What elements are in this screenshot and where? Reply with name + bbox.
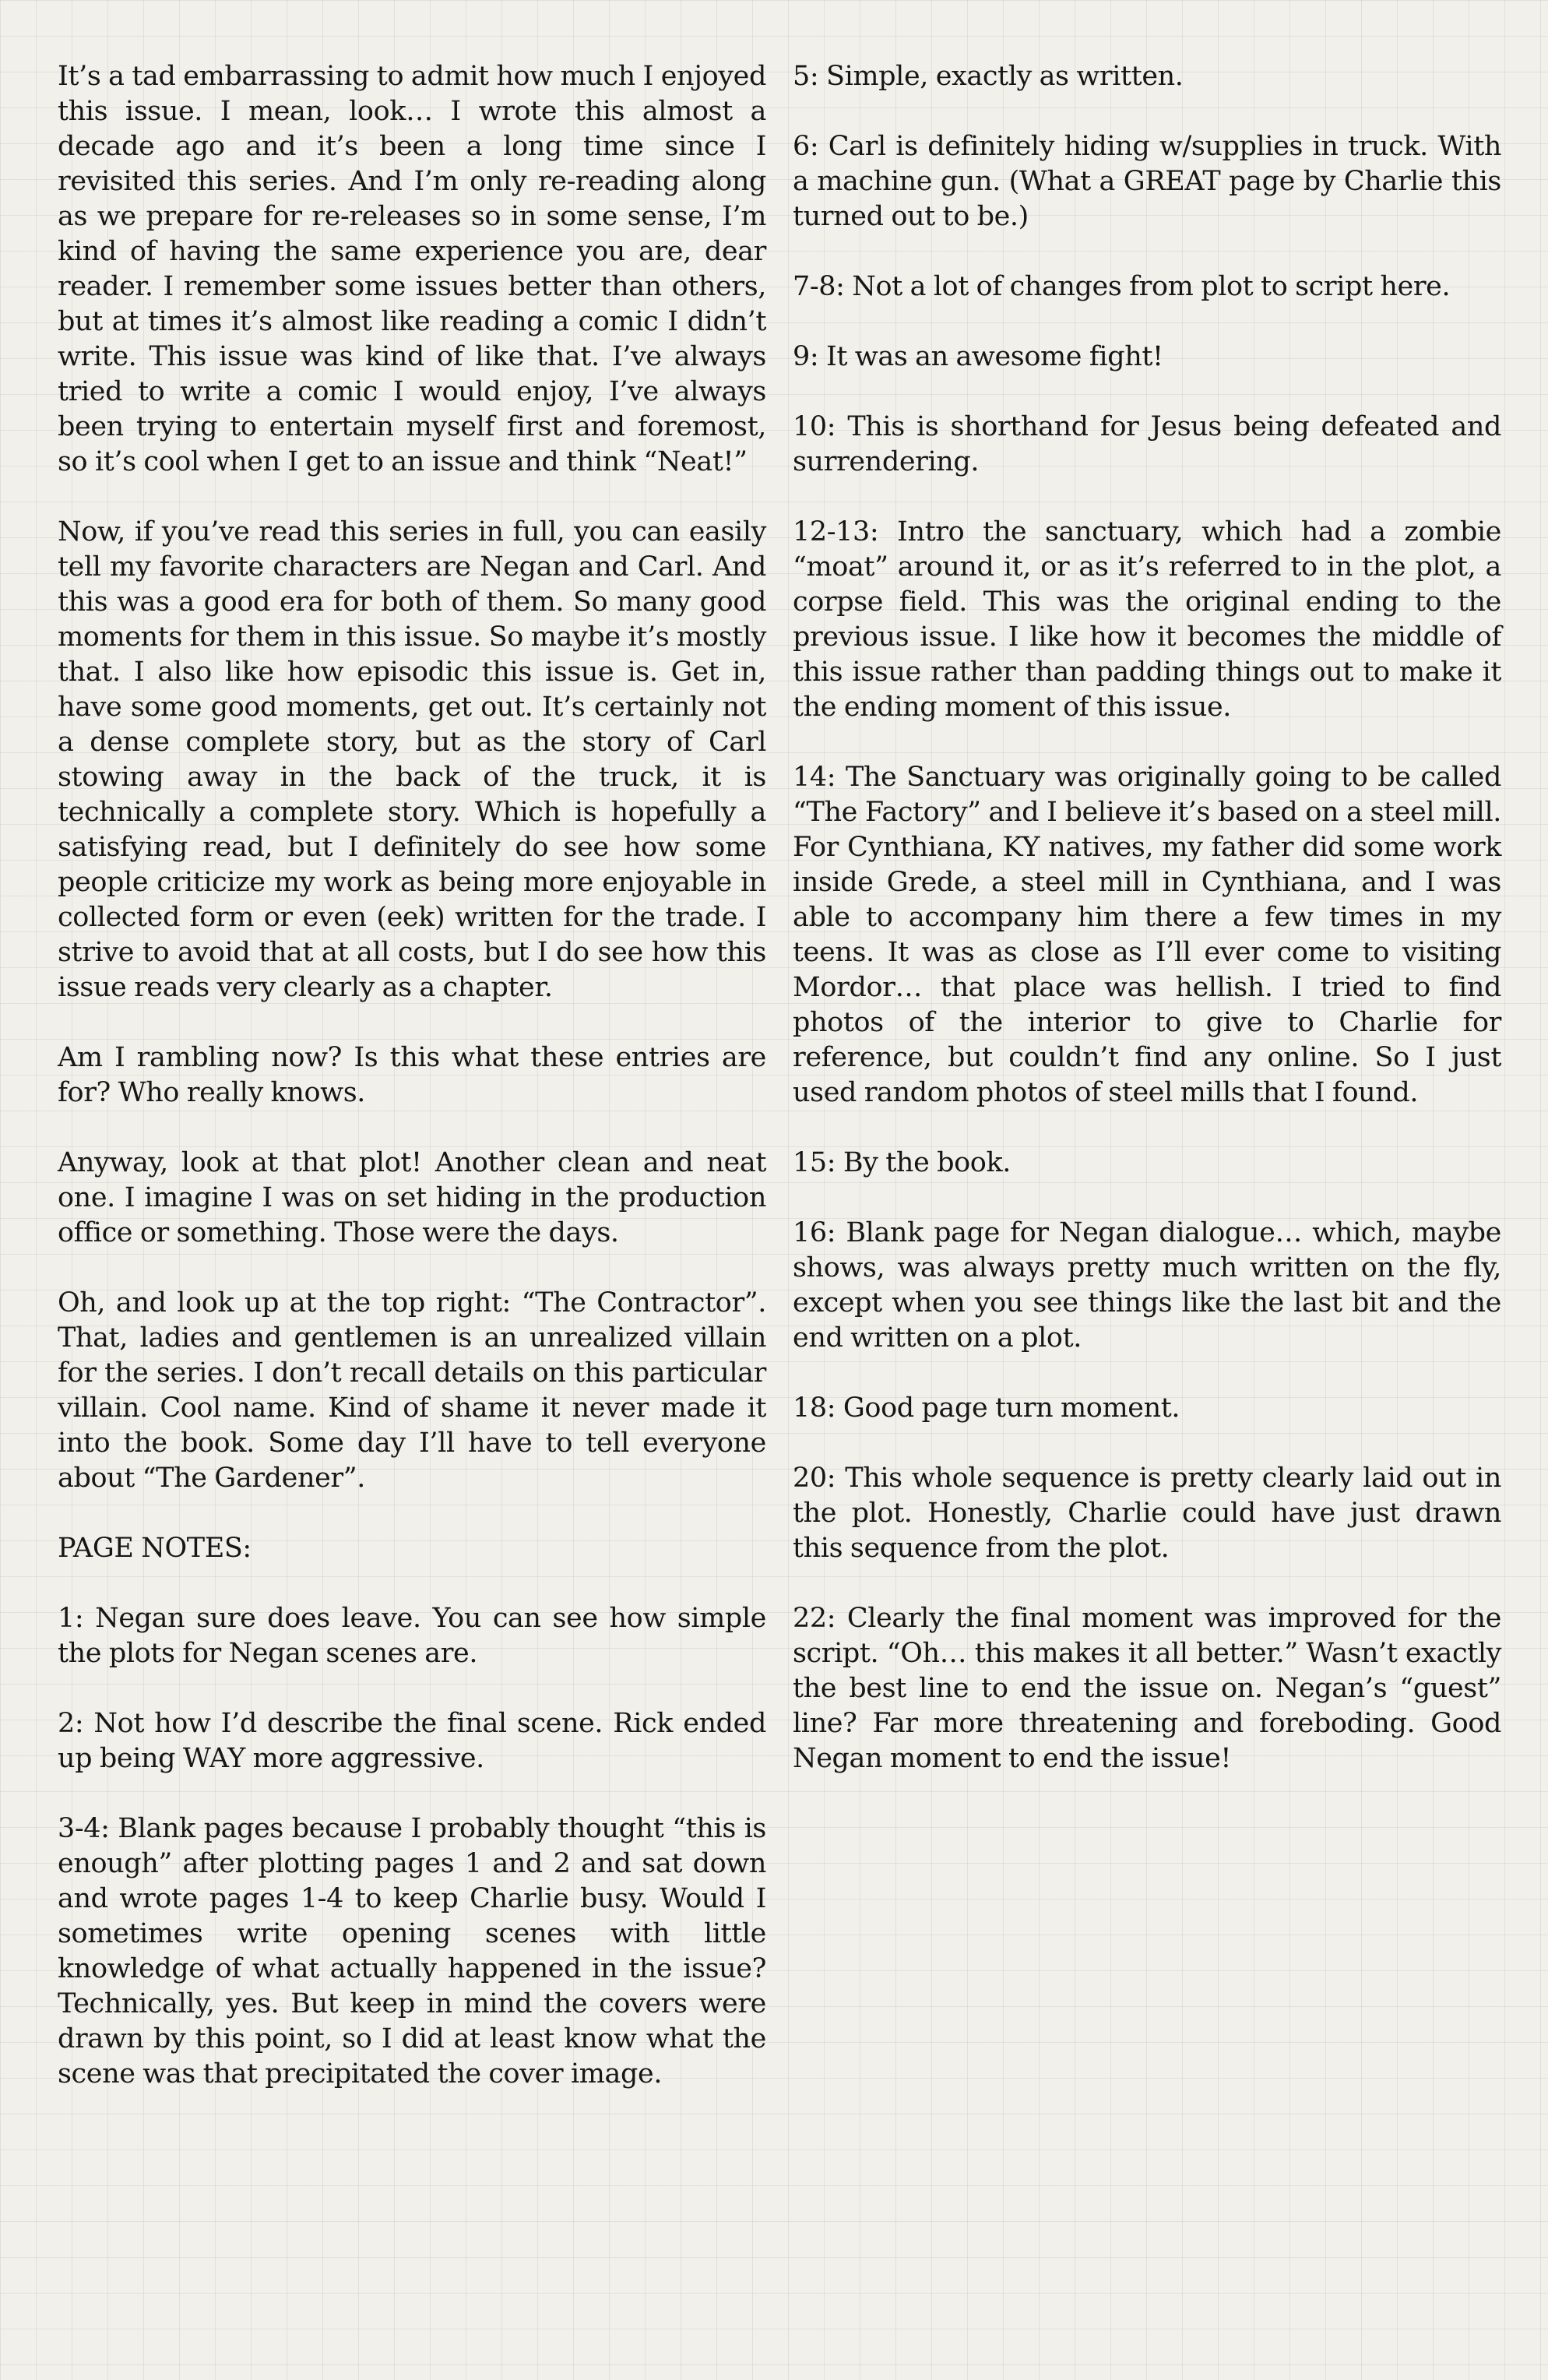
page-note-6: 6: Carl is definitely hiding w/supplies in truck. With a machine gun. (What a GREAT page by Charlie this turned out to be.) [793, 131, 1501, 232]
page-note-22: 22: Clearly the final moment was improved for the script. “Oh… this makes it all better.” Wasn’t exactly the best line to end the issue on. Negan’s “guest” line? Far more threatening and foreboding. Good Negan moment to end the issue! [793, 1603, 1501, 1774]
favorite-characters-paragraph: Now, if you’ve read this series in full, you can easily tell my favorite characters are Negan and Carl. And this was a good era for both of them. So many good moments for them in this issue. So maybe it’s mostly that. I also like how episodic this issue is. Get in, have some good moments, get out. It’s certainly not a dense complete story, but as the story of Carl stowing away in the back of the truck, it is technically a complete story. Which is hopefully a satisfying read, but I definitely do see how some people criticize my work as being more enjoyable in collected form or even (eek) written for the trade. I strive to avoid that at all costs, but I do see how this issue reads very clearly as a chapter. [58, 516, 766, 1003]
page-note-14: 14: The Sanctuary was originally going to be called “The Factory” and I believe it’s based on a steel mill. For Cynthiana, KY natives, my father did some work inside Grede, a steel mill in Cynthiana, and I was able to accompany him there a few times in my teens. It was as close as I’ll ever come to visiting Mordor… that place was hellish. I tried to find photos of the interior to give to Charlie for reference, but couldn’t find any online. So I just used random photos of steel mills that I found. [793, 762, 1501, 1108]
page-note-1: 1: Negan sure does leave. You can see how simple the plots for Negan scenes are. [58, 1603, 766, 1669]
right-column [793, 59, 1501, 1811]
contractor-paragraph: Oh, and look up at the top right: “The Contractor”. That, ladies and gentlemen is an unrealized villain for the series. I don’t recall details on this particular villain. Cool name. Kind of shame it never made it into the book. Some day I’ll have to tell everyone about “The Gardener”. [58, 1287, 766, 1494]
page-note-20: 20: This whole sequence is pretty clearly laid out in the plot. Honestly, Charlie could have just drawn this sequence from the plot. [793, 1463, 1501, 1564]
page-note-5: 5: Simple, exactly as written. [793, 61, 1184, 92]
plot-paragraph: Anyway, look at that plot! Another clean and neat one. I imagine I was on set hiding in the production office or something. Those were the days. [58, 1147, 766, 1248]
page-note-2: 2: Not how I’d describe the final scene. Rick ended up being WAY more aggressive. [58, 1708, 766, 1774]
page-note-9: 9: It was an awesome fight! [793, 341, 1163, 372]
page-note-16: 16: Blank page for Negan dialogue… which, maybe shows, was always pretty much written on the fly, except when you see things like the last bit and the end written on a plot. [793, 1217, 1501, 1354]
page-note-18: 18: Good page turn moment. [793, 1392, 1180, 1424]
intro-paragraph: It’s a tad embarrassing to admit how much I enjoyed this issue. I mean, look… I wrote this almost a decade ago and it’s been a long time since I revisited this series. And I’m only re-reading along as we prepare for re-releases so in some sense, I’m kind of having the same experience you are, dear reader. I remember some issues better than others, but at times it’s almost like reading a comic I didn’t write. This issue was kind of like that. I’ve always tried to write a comic I would enjoy, I’ve always been trying to entertain myself first and foremost, so it’s cool when I get to an issue and think “Neat!” [58, 61, 766, 477]
page-note-10: 10: This is shorthand for Jesus being defeated and surrendering. [793, 411, 1501, 477]
page-notes-heading: PAGE NOTES: [58, 1533, 252, 1564]
page-note-7-8: 7-8: Not a lot of changes from plot to script here. [793, 271, 1451, 302]
rambling-paragraph: Am I rambling now? Is this what these entries are for? Who really knows. [58, 1042, 766, 1108]
page-note-15: 15: By the book. [793, 1147, 1011, 1178]
page-note-12-13: 12-13: Intro the sanctuary, which had a zombie “moat” around it, or as it’s referred to in the plot, a corpse field. This was the original ending to the previous issue. I like how it becomes the middle of this issue rather than padding things out to make it the ending moment of this issue. [793, 516, 1501, 723]
left-column [58, 59, 766, 2127]
page-note-3-4: 3-4: Blank pages because I probably thought “this is enough” after plotting pages 1 and 2 and sat down and wrote pages 1-4 to keep Charlie busy. Would I sometimes write opening scenes with little knowledge of what actually happened in the issue? Technically, yes. But keep in mind the covers were drawn by this point, so I did at least know what the scene was that precipitated the cover image. [58, 1813, 766, 2090]
